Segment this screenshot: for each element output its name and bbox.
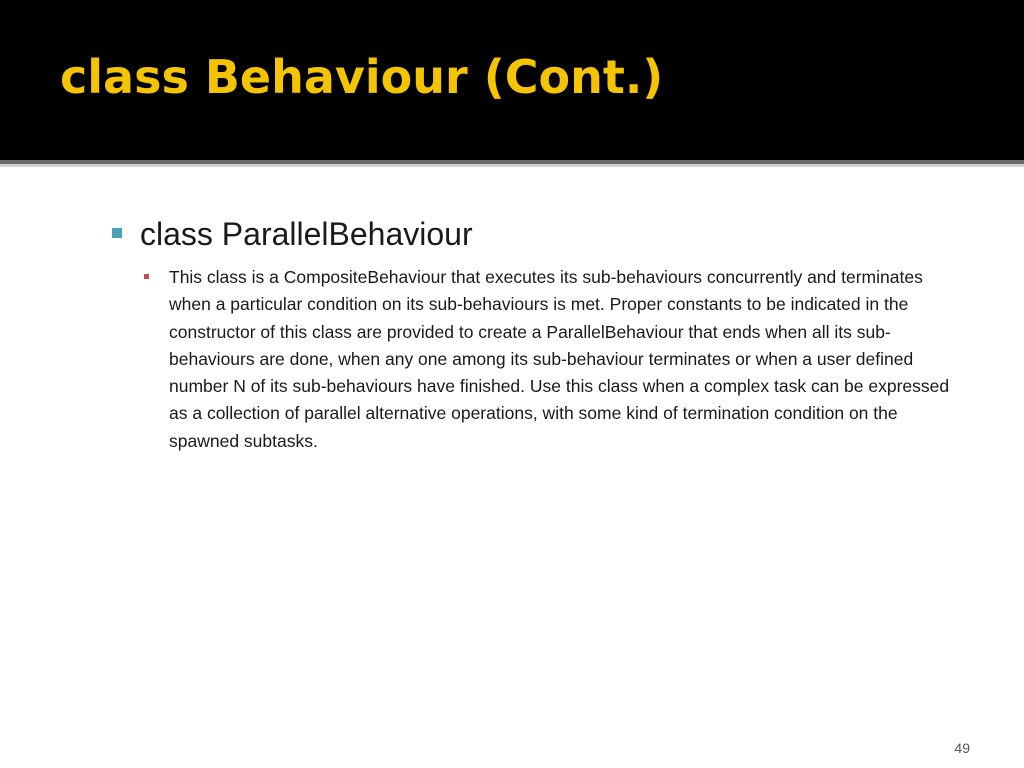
- bullet-level-1: [112, 212, 972, 256]
- slide-title: class Behaviour (Cont.): [60, 50, 664, 104]
- bullet-level-2-text: This class is a CompositeBehaviour that executes its sub-behaviours concurrently and terminates when a particular condition on its sub-behaviours is met. Proper constants to be indicated in the constructor of this class are provided to create a ParallelBehaviour that ends when all its sub-behaviours are done, when any one among its sub-behaviour terminates or when a user defined number N of its sub-behaviours have finished. Use this class when a complex task can be expressed as a collection of parallel alternative operations, with some kind of termination condition on the spawned subtasks.: [169, 267, 950, 451]
- bullet-level-2: [144, 264, 972, 455]
- bullet-level-1-text: class ParallelBehaviour: [140, 216, 473, 252]
- small-square-bullet-icon: [144, 274, 149, 279]
- title-bar: [0, 0, 1024, 160]
- square-bullet-icon: [112, 228, 122, 238]
- title-divider-light: [0, 164, 1024, 167]
- slide-content: [112, 212, 972, 455]
- page-number: 49: [954, 740, 970, 756]
